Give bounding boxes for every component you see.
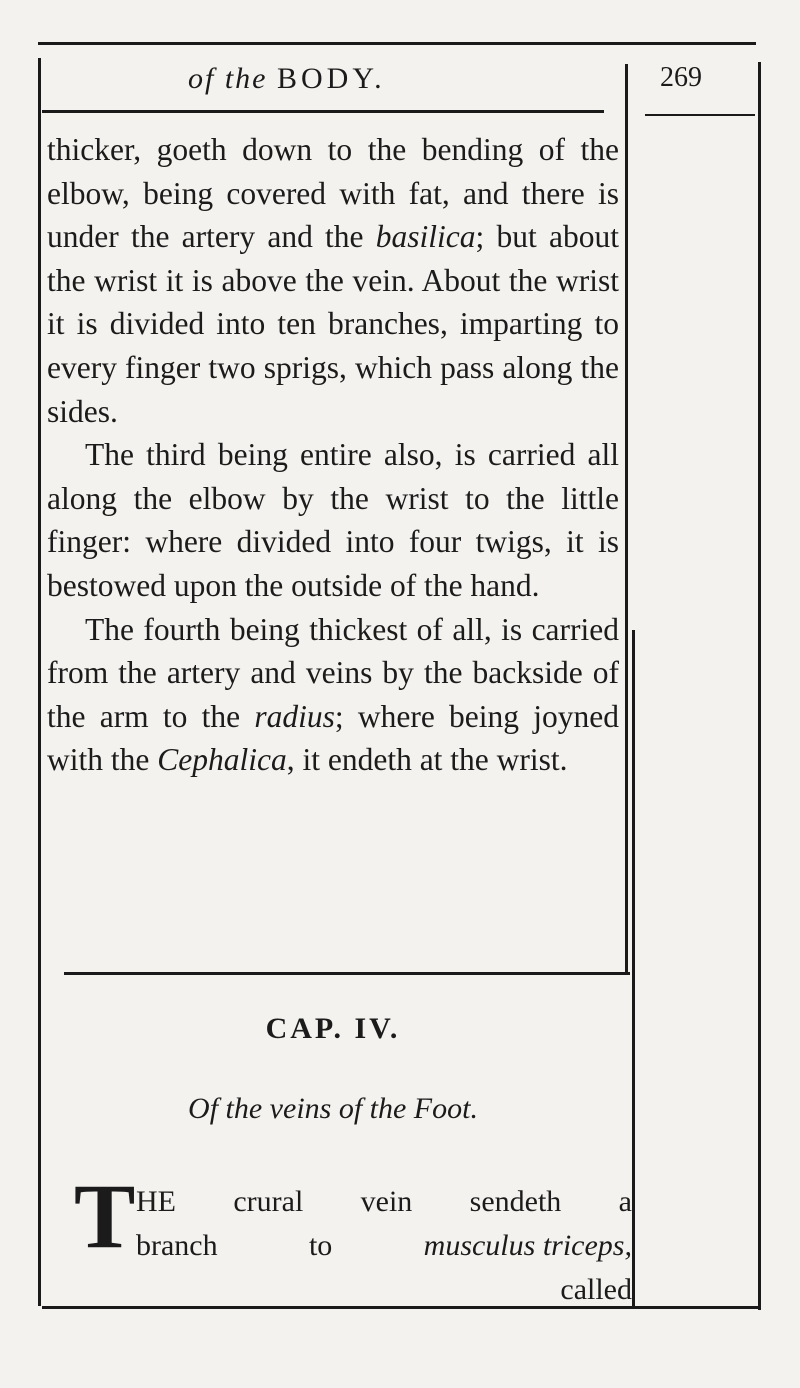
paragraph-3-text-a: The fourth being thickest of all, is carried from the artery and veins by the backside of the arm to the — [47, 611, 619, 734]
paragraph-1 — [47, 128, 619, 433]
drop-cap-letter: T — [74, 1165, 136, 1267]
word: sendeth — [469, 1185, 562, 1218]
body-text — [47, 128, 619, 782]
running-header — [188, 62, 386, 96]
text-column-right-rule-lower — [632, 630, 635, 1306]
opening-line-2 — [136, 1224, 632, 1268]
paragraph-3-text-b: ; where being joyned with the — [47, 698, 619, 778]
catchword: called — [560, 1273, 632, 1306]
running-header-caps: BODY. — [277, 62, 386, 95]
term-basilica: basilica — [375, 219, 476, 255]
opening-line-1 — [136, 1180, 632, 1224]
outer-right-rule — [758, 62, 761, 1310]
page-number-underline-rule — [645, 114, 755, 116]
word: HE — [136, 1185, 176, 1218]
top-border-rule — [38, 42, 756, 45]
paragraph-3 — [47, 608, 619, 782]
chapter-heading: CAP. IV. — [265, 1012, 401, 1045]
paragraph-1-text-a: thicker, goeth down to the bending of the elbow, being covered with fat, and there is under the artery and the — [47, 132, 619, 255]
chapter-subheading: Of the veins of the Foot. — [188, 1092, 478, 1125]
word: to — [308, 1229, 333, 1262]
term-cephalica: Cephalica — [157, 742, 287, 778]
running-header-prefix: of the — [188, 62, 268, 95]
word: vein — [360, 1185, 413, 1218]
word: crural — [233, 1185, 304, 1218]
paragraph-2: The third being entire also, is carried all along the elbow by the wrist to the little finger: where divided into four twigs, it is bestowed upon the outside of the hand. — [47, 437, 619, 603]
section-divider-rule — [64, 972, 630, 975]
word: a — [618, 1185, 632, 1218]
left-border-rule — [38, 58, 41, 1306]
word: branch — [136, 1229, 218, 1262]
text-column-right-rule — [625, 64, 628, 974]
header-underline-rule — [42, 110, 604, 113]
term-radius: radius — [254, 698, 335, 734]
chapter-opening-text — [136, 1180, 632, 1312]
page-number: 269 — [660, 62, 702, 93]
term-musculus-triceps: musculus triceps, — [423, 1229, 632, 1262]
paragraph-1-text-b: ; but about the wrist it is above the vein. About the wrist it is divided into ten branches, imparting to every finger two sprigs, which pass along the sides. — [47, 219, 619, 429]
paragraph-3-text-c: , it endeth at the wrist. — [286, 742, 568, 778]
